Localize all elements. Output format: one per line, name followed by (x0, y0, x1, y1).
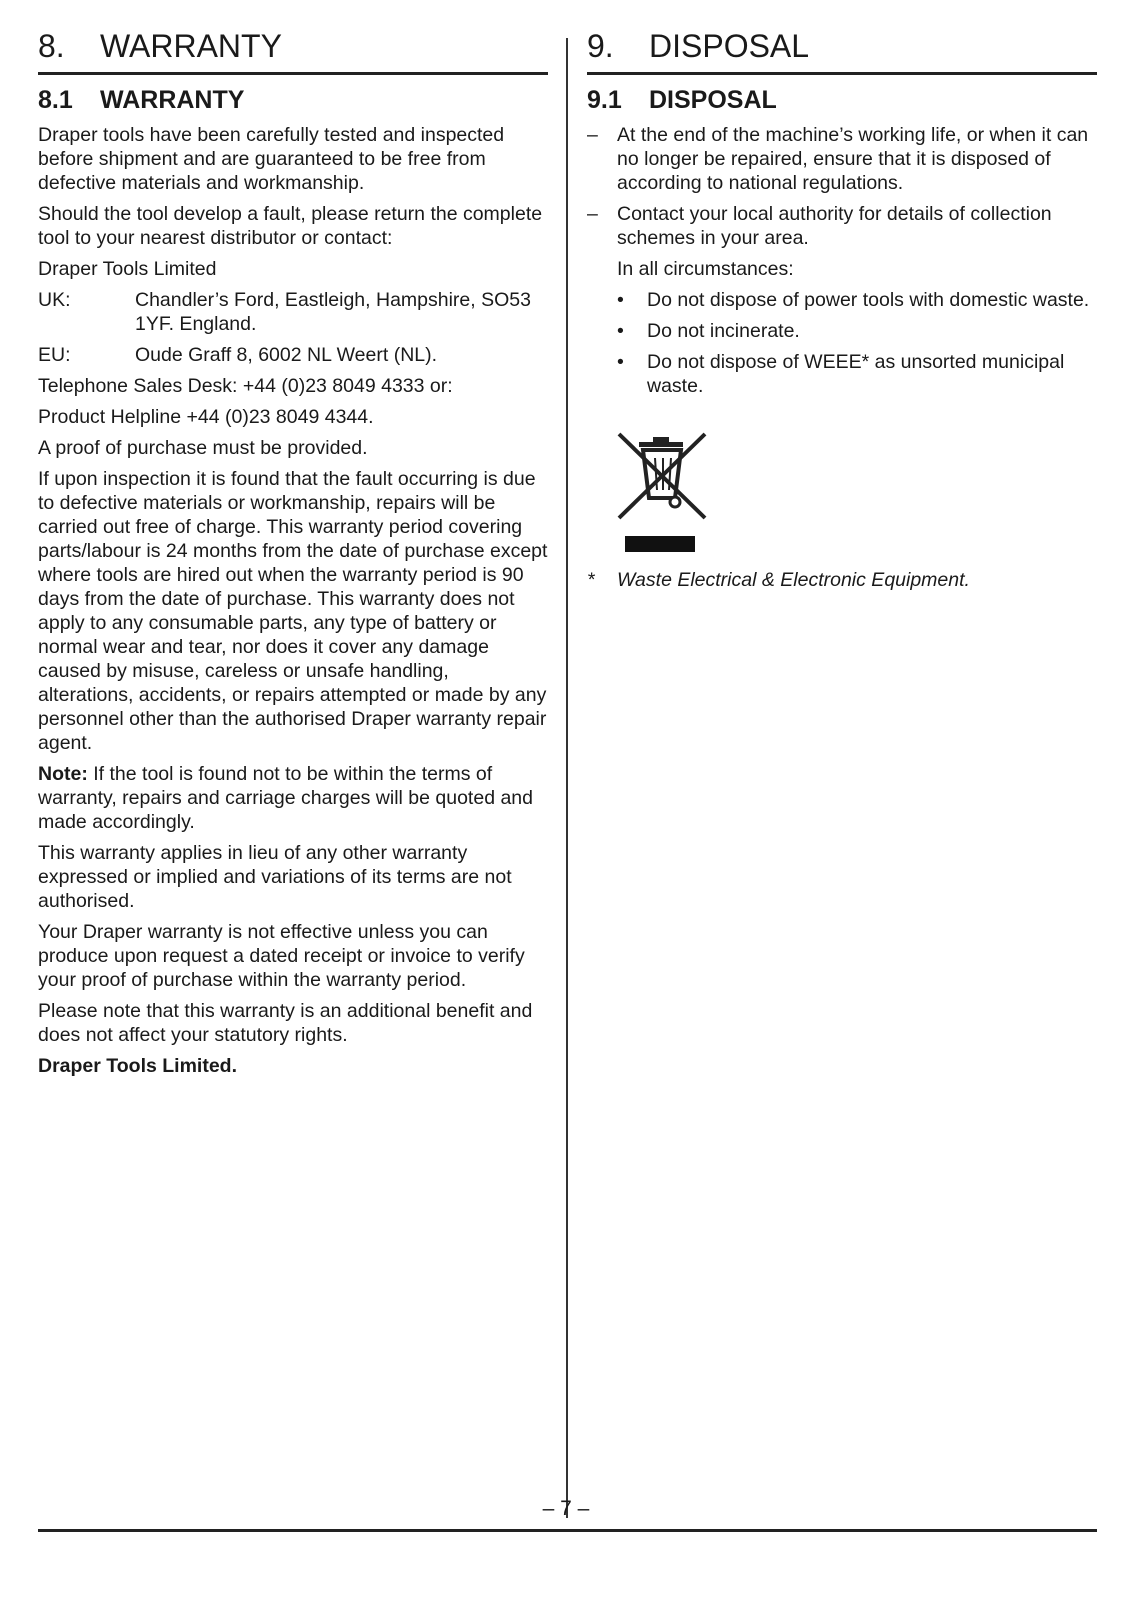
section-heading (587, 26, 1097, 66)
note-paragraph (38, 762, 548, 834)
subsection-title: DISPOSAL (649, 86, 777, 114)
dash-item (587, 123, 1097, 195)
paragraph: Draper tools have been carefully tested and inspected before shipment and are guaranteed to be free from defective materials and workmanship. (38, 124, 505, 194)
note-label: Note: (38, 763, 88, 785)
heading-rule (587, 72, 1097, 75)
subsection-heading (587, 83, 1097, 117)
section-number: 8. (38, 28, 65, 64)
paragraph: This warranty applies in lieu of any other warranty expressed or implied and variations of its terms are not authorised. (38, 842, 512, 912)
bullet-item (617, 350, 1097, 398)
weee-crossed-bin-icon (613, 428, 713, 558)
paragraph: If upon inspection it is found that the fault occurring is due to defective materials or workmanship, repairs will be carried out free of charge. This warranty period covering parts/labour is 24 months from the date of purchase except where tools are hired out when the warranty period is 90 days from the date of purchase. This warranty does not apply to any consumable parts, any type of battery or normal wear and tear, nor does it cover any damage caused by misuse, careless or unsafe handling, alterations, accidents, or repairs attempted or made by any personnel other than the authorised Draper warranty repair agent. (38, 468, 548, 754)
disposal-column (587, 26, 1097, 592)
paragraph: Please note that this warranty is an additional benefit and does not affect your statutory rights. (38, 1000, 533, 1046)
sales-desk-phone: Telephone Sales Desk: +44 (0)23 8049 4333 or: (38, 375, 453, 397)
dash-marker: – (587, 203, 598, 225)
address-value: Chandler’s Ford, Eastleigh, Hampshire, SO53 1YF. England. (135, 289, 531, 335)
section-number: 9. (587, 28, 614, 64)
helpline-phone: Product Helpline +44 (0)23 8049 4344. (38, 406, 374, 428)
page-number: – 7 – (542, 1497, 590, 1520)
bullet-marker: • (617, 351, 624, 373)
section-title: DISPOSAL (649, 28, 810, 64)
signoff: Draper Tools Limited. (38, 1055, 237, 1077)
subsection-number: 9.1 (587, 86, 622, 114)
note-text: If the tool is found not to be within the terms of warranty, repairs and carriage charges will be quoted and made accordingly. (38, 763, 533, 833)
footnote-marker: * (587, 569, 595, 591)
warranty-column (38, 26, 548, 1085)
bullet-marker: • (617, 289, 624, 311)
column-divider (566, 38, 568, 1518)
uk-address (38, 288, 548, 336)
bullet-text: Do not incinerate. (647, 320, 800, 342)
footnote (587, 568, 1097, 592)
bullet-marker: • (617, 320, 624, 342)
dash-item (587, 202, 1097, 250)
footer-rule (38, 1529, 1097, 1532)
heading-rule (38, 72, 548, 75)
address-value: Oude Graff 8, 6002 NL Weert (NL). (135, 344, 438, 366)
dash-text: Contact your local authority for details of collection schemes in your area. (617, 203, 1052, 249)
subsection-heading (38, 83, 548, 117)
bullet-text: Do not dispose of WEEE* as unsorted municipal waste. (647, 351, 1065, 397)
company-name: Draper Tools Limited (38, 258, 217, 280)
dash-text: At the end of the machine’s working life, or when it can no longer be repaired, ensure that it is disposed of according to national regulations. (617, 124, 1089, 194)
eu-address (38, 343, 548, 367)
bullet-item (617, 319, 1097, 343)
paragraph: Should the tool develop a fault, please return the complete tool to your nearest distributor or contact: (38, 203, 543, 249)
address-label: EU: (38, 344, 71, 366)
section-title: WARRANTY (100, 28, 282, 64)
bullet-item (617, 288, 1097, 312)
paragraph: Your Draper warranty is not effective unless you can produce upon request a dated receipt or invoice to verify your proof of purchase within the warranty period. (38, 921, 525, 991)
subsection-title: WARRANTY (100, 86, 245, 114)
footnote-text: Waste Electrical & Electronic Equipment. (617, 569, 970, 591)
bullet-text: Do not dispose of power tools with domestic waste. (647, 289, 1090, 311)
paragraph: A proof of purchase must be provided. (38, 437, 368, 459)
section-heading (38, 26, 548, 66)
address-label: UK: (38, 289, 71, 311)
circumstances-label: In all circumstances: (617, 258, 794, 280)
subsection-number: 8.1 (38, 86, 73, 114)
dash-marker: – (587, 124, 598, 146)
